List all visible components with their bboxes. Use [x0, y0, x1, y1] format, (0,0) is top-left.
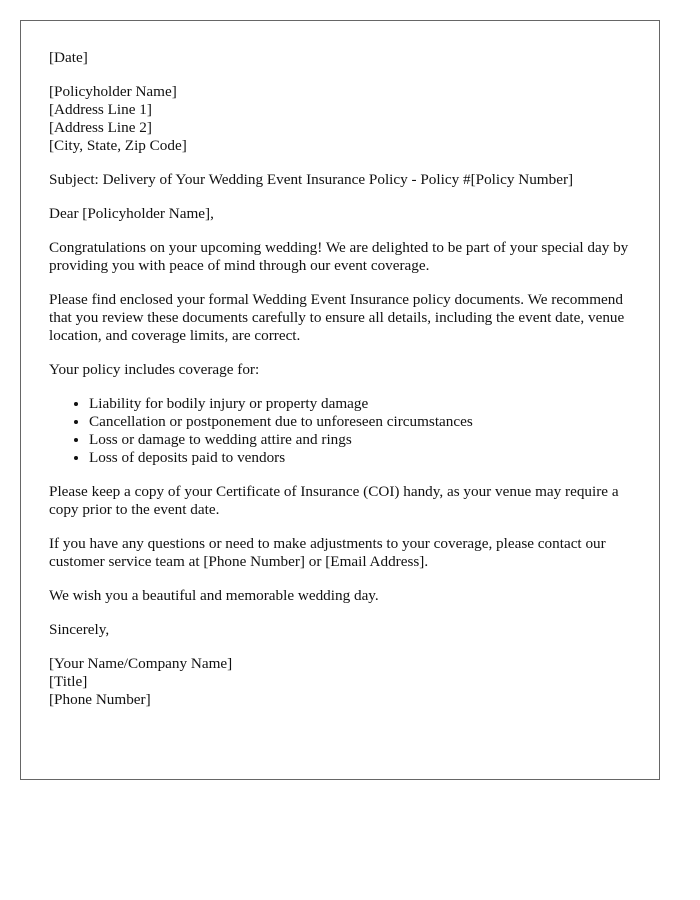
paragraph-congratulations: Congratulations on your upcoming wedding! We are delighted to be part of your special day by providing you with peace of mind through our event coverage. — [49, 239, 629, 274]
coverage-item: • Loss or damage to wedding attire and rings — [89, 431, 629, 449]
coverage-item: • Liability for bodily injury or property damage — [89, 395, 629, 413]
signature-phone: [Phone Number] — [49, 691, 151, 708]
coverage-list — [49, 395, 629, 467]
letter-frame — [20, 20, 660, 780]
paragraph-wishes: We wish you a beautiful and memorable wedding day. — [49, 587, 379, 604]
salutation: Dear [Policyholder Name], — [49, 205, 214, 222]
subject-line: Subject: Delivery of Your Wedding Event Insurance Policy - Policy #[Policy Number] — [49, 171, 574, 188]
signature-title: [Title] — [49, 673, 88, 690]
closing: Sincerely, — [49, 621, 110, 638]
coverage-item: • Loss of deposits paid to vendors — [89, 449, 629, 467]
paragraph-contact: If you have any questions or need to make adjustments to your coverage, please contact our customer service team at [Phone Number] or [Email Address]. — [49, 535, 606, 570]
address-line-1: [Address Line 1] — [49, 101, 152, 118]
signature-block — [49, 655, 629, 709]
address-line-2: [Address Line 2] — [49, 119, 152, 136]
paragraph-enclosed-documents: Please find enclosed your formal Wedding Event Insurance policy documents. We recommend that you review these documents carefully to ensure all details, including the event date, venue location, and coverage limits, are correct. — [49, 291, 625, 344]
address-city-state-zip: [City, State, Zip Code] — [49, 137, 187, 154]
coverage-intro: Your policy includes coverage for: — [49, 361, 260, 378]
paragraph-certificate: Please keep a copy of your Certificate of Insurance (COI) handy, as your venue may require a copy prior to the event date. — [49, 483, 619, 518]
letter-body — [49, 49, 629, 725]
signature-name: [Your Name/Company Name] — [49, 655, 233, 672]
recipient-address — [49, 83, 629, 155]
letter-date: [Date] — [49, 49, 88, 66]
recipient-name: [Policyholder Name] — [49, 83, 177, 100]
coverage-item: • Cancellation or postponement due to unforeseen circumstances — [89, 413, 629, 431]
